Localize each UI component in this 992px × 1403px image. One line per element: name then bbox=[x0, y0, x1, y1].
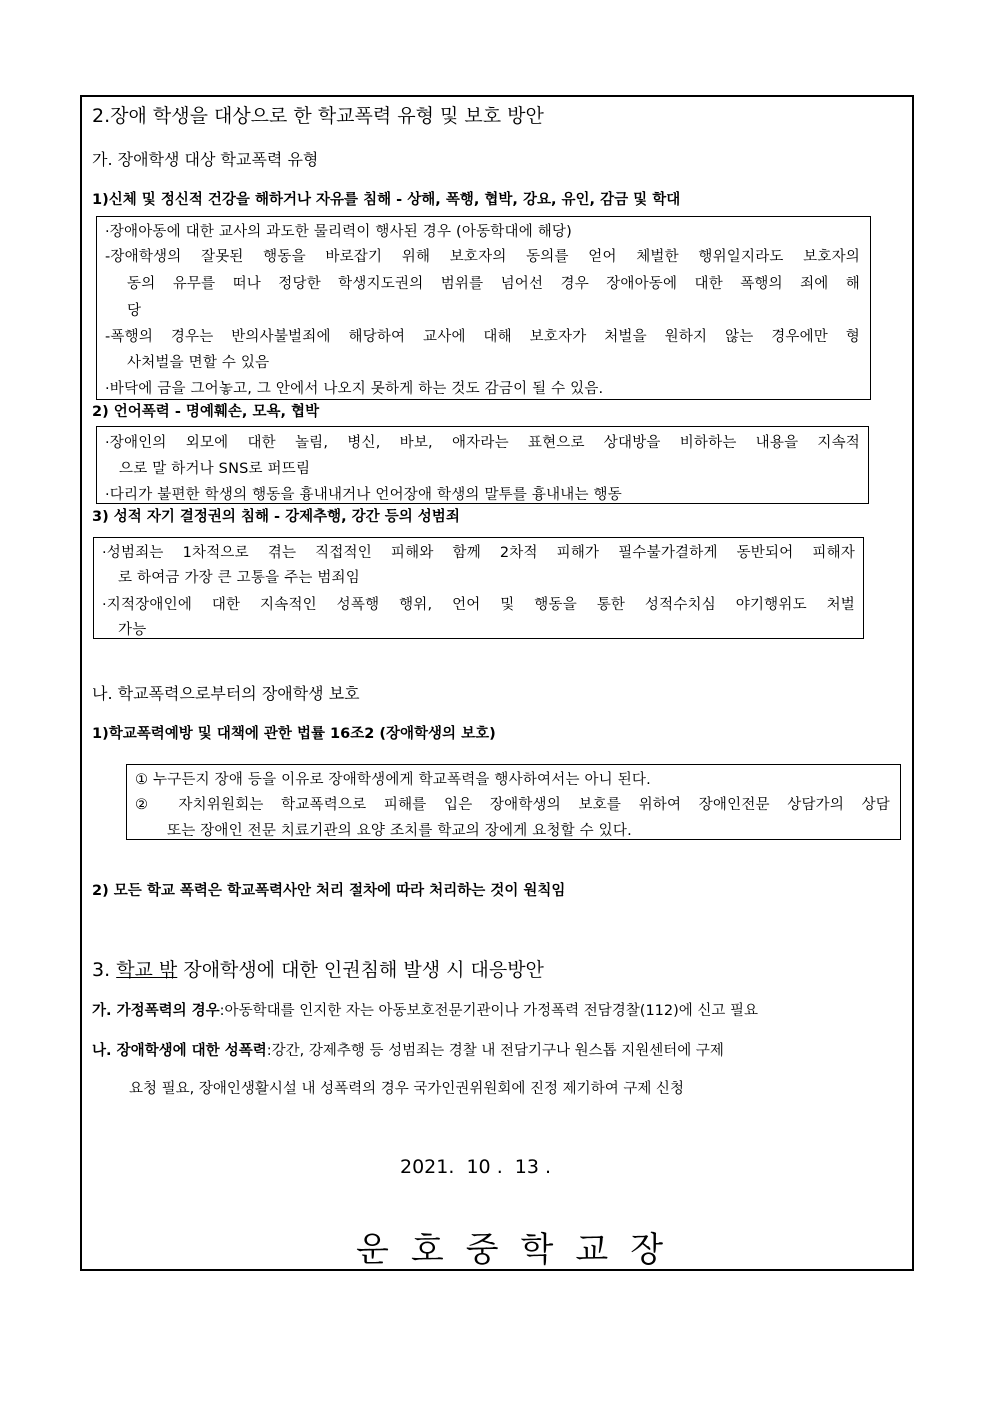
section-2-ga-title: 가. 장애학생 대상 학교폭력 유형 bbox=[92, 150, 319, 169]
physical-violence-heading: 1)신체 및 정신적 건강을 해하거나 자유를 침해 - 상해, 폭행, 협박, 강요, 유인, 감금 및 학대 bbox=[92, 192, 681, 208]
section-2-na-title: 나. 학교폭력으로부터의 장애학생 보호 bbox=[92, 684, 360, 703]
law-box bbox=[126, 764, 901, 840]
section-3-title bbox=[92, 955, 544, 982]
domestic-violence-label: 가. 가정폭력의 경우 bbox=[92, 1003, 220, 1019]
box1-line: 동의 유무를 떠나 정당한 학생지도권의 범위를 넘어선 경우 장애아동에 대한 폭행의 죄에 해 bbox=[127, 276, 860, 292]
box1-line: ·바닥에 금을 그어놓고, 그 안에서 나오지 못하게 하는 것도 감금이 될 수 있음. bbox=[105, 381, 604, 397]
section-3-title-underlined: 학교 밖 bbox=[116, 959, 178, 981]
box3-line: 로 하여금 가장 큰 고통을 주는 범죄임 bbox=[118, 570, 360, 586]
law-line: 또는 장애인 전문 치료기관의 요양 조치를 학교의 장에게 요청할 수 있다. bbox=[167, 823, 632, 839]
law-heading: 1)학교폭력예방 및 대책에 관한 법률 16조2 (장애학생의 보호) bbox=[92, 726, 496, 742]
box1-line: -폭행의 경우는 반의사불벌죄에 해당하여 교사에 대해 보호자가 처벌을 원하지 않는 경우에만 형 bbox=[105, 329, 860, 345]
box3-line: ·지적장애인에 대한 지속적인 성폭행 행위, 언어 및 행동을 통한 성적수치심 야기행위도 처벌 bbox=[102, 597, 855, 613]
law-line: ① 누구든지 장애 등을 이유로 장애학생에게 학교폭력을 행사하여서는 아니 된다. bbox=[135, 772, 651, 788]
box1-line: -장애학생의 잘못된 행동을 바로잡기 위해 보호자의 동의를 얻어 체벌한 행위일지라도 보호자의 bbox=[105, 249, 860, 265]
section-3-number: 3. bbox=[92, 959, 111, 981]
sexual-violence-item bbox=[92, 1039, 888, 1060]
box1-line: 당 bbox=[127, 303, 142, 319]
sexual-violence-box bbox=[93, 537, 864, 639]
sexual-violence-label: 나. 장애학생에 대한 성폭력 bbox=[92, 1043, 267, 1059]
sexual-violence-text: :강간, 강제추행 등 성범죄는 경찰 내 전담기구나 원스톱 지원센터에 구제 bbox=[266, 1043, 724, 1059]
box3-line: ·성범죄는 1차적으로 겪는 직접적인 피해와 함께 2차적 피해가 필수불가결하게 동반되어 피해자 bbox=[102, 545, 855, 561]
domestic-violence-item bbox=[92, 999, 888, 1020]
verbal-violence-heading: 2) 언어폭력 - 명예훼손, 모욕, 협박 bbox=[92, 404, 320, 420]
domestic-violence-text: :아동학대를 인지한 자는 아동보호전문기관이나 가정폭력 전담경찰(112)에 신고 필요 bbox=[219, 1003, 759, 1019]
physical-violence-box bbox=[96, 216, 871, 400]
box1-line: 사처벌을 면할 수 있음 bbox=[127, 355, 270, 371]
section-3-title-rest: 장애학생에 대한 인권침해 발생 시 대응방안 bbox=[183, 959, 544, 981]
box3-line: 가능 bbox=[118, 622, 147, 638]
section-2-title: 2.장애 학생을 대상으로 한 학교폭력 유형 및 보호 방안 bbox=[92, 105, 544, 127]
document-date: 2021. 10 . 13 . bbox=[400, 1156, 552, 1178]
sexual-violence-heading: 3) 성적 자기 결정권의 침해 - 강제추행, 강간 등의 성범죄 bbox=[92, 509, 460, 525]
principle-text: 2) 모든 학교 폭력은 학교폭력사안 처리 절차에 따라 처리하는 것이 원칙임 bbox=[92, 883, 566, 899]
box2-line: ·다리가 불편한 학생의 행동을 흉내내거나 언어장애 학생의 말투를 흉내내는 행동 bbox=[105, 487, 622, 503]
box2-line: ·장애인의 외모에 대한 놀림, 병신, 바보, 애자라는 표현으로 상대방을 비하하는 내용을 지속적 bbox=[105, 435, 860, 451]
verbal-violence-box bbox=[96, 426, 869, 504]
school-principal-signature: 운호중학교장 bbox=[356, 1230, 686, 1270]
box2-line: 으로 말 하거나 SNS로 퍼뜨림 bbox=[119, 461, 311, 477]
box1-line: ·장애아동에 대한 교사의 과도한 물리력이 행사된 경우 (아동학대에 해당) bbox=[105, 224, 572, 240]
law-line: ② 자치위원회는 학교폭력으로 피해를 입은 장애학생의 보호를 위하여 장애인전문 상담가의 상담 bbox=[135, 797, 890, 813]
sexual-violence-text-continued: 요청 필요, 장애인생활시설 내 성폭력의 경우 국가인권위원회에 진정 제기하여 구제 신청 bbox=[129, 1081, 684, 1097]
